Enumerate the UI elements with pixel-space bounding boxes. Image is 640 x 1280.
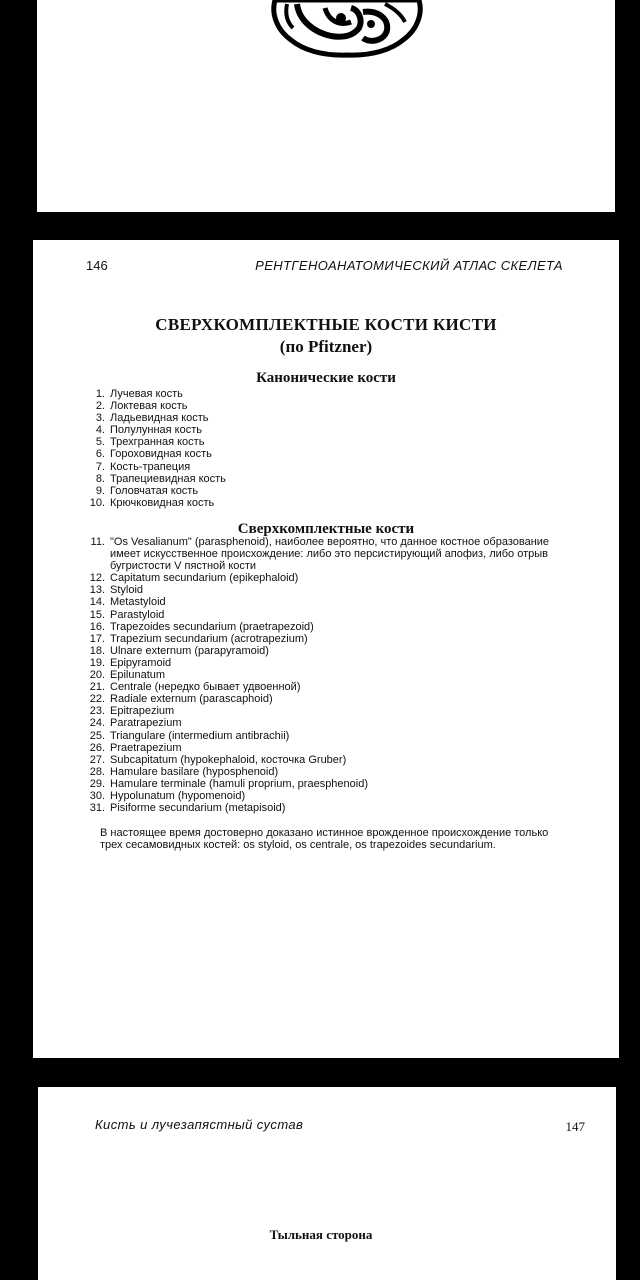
- list-item: [85, 572, 565, 584]
- list-item: [85, 802, 565, 814]
- list-item: [85, 436, 226, 448]
- item-number: 8.: [95, 472, 105, 485]
- list-item: [85, 497, 226, 509]
- item-text: Trapezoides secundarium (praetrapezoid): [110, 620, 314, 633]
- list-item: [85, 461, 226, 473]
- list-item: [85, 778, 565, 790]
- item-number: 22.: [89, 693, 105, 706]
- list-item: [85, 730, 565, 742]
- list-item: [85, 742, 565, 754]
- item-number: 24.: [89, 717, 105, 730]
- page-top: [37, 0, 615, 212]
- list-item: [85, 681, 565, 693]
- list-item: [85, 657, 565, 669]
- canonical-heading: Канонические кости: [256, 370, 396, 386]
- section-title: Тыльная сторона: [269, 1227, 373, 1242]
- item-number: 23.: [89, 705, 105, 718]
- item-number: 30.: [89, 789, 105, 802]
- item-number: 9.: [95, 484, 105, 497]
- extra-list: [85, 536, 565, 814]
- list-item: [85, 596, 565, 608]
- item-number: 18.: [89, 644, 105, 657]
- item-text: Styloid: [110, 584, 144, 597]
- list-item: [85, 693, 565, 705]
- item-text: Крючковидная кость: [110, 496, 215, 509]
- page-title: СВЕРХКОМПЛЕКТНЫЕ КОСТИ КИСТИ: [155, 315, 497, 334]
- item-text: Трехгранная кость: [110, 436, 205, 449]
- item-text: Praetrapezium: [110, 741, 182, 754]
- item-text: Ладьевидная кость: [110, 412, 209, 425]
- item-text: Hypolunatum (hypomenoid): [110, 789, 246, 802]
- list-item: [85, 584, 565, 596]
- item-number: 4.: [95, 424, 105, 437]
- list-item: [85, 705, 565, 717]
- item-text: Ulnare externum (parapyramoid): [110, 644, 269, 657]
- item-text: Трапециевидная кость: [110, 472, 226, 485]
- running-title: Кисть и лучезапястный сустав: [95, 1117, 304, 1132]
- list-item: [85, 424, 226, 436]
- item-text: Triangulare (intermedium antibrachii): [110, 729, 290, 742]
- item-number: 27.: [89, 753, 105, 766]
- page-subtitle: (по Pfitzner): [279, 337, 373, 356]
- item-number: 7.: [95, 460, 105, 473]
- item-text: Гороховидная кость: [110, 448, 212, 461]
- note-paragraph: В настоящее время достоверно доказано истинное врожденное происхождение только трех сесамовидных костей: os styloid, os centrale, os trapezoides secundarium.: [100, 827, 549, 852]
- item-number: 11.: [90, 536, 105, 548]
- item-number: 28.: [89, 765, 105, 778]
- list-item: [85, 766, 565, 778]
- list-item: [85, 485, 226, 497]
- item-number: 20.: [89, 669, 105, 682]
- list-item: [85, 609, 565, 621]
- item-text: Локтевая кость: [110, 400, 188, 413]
- list-item: [85, 717, 565, 729]
- list-item: [85, 473, 226, 485]
- item-number: 16.: [89, 620, 105, 633]
- rose-ornament-icon: [267, 0, 427, 60]
- item-number: 17.: [89, 632, 105, 645]
- item-text: Parastyloid: [110, 608, 165, 621]
- list-item: [85, 388, 226, 400]
- list-item: [85, 633, 565, 645]
- item-text: Hamulare basilare (hyposphenoid): [110, 765, 279, 778]
- item-text: Hamulare terminale (hamuli proprium, praesphenoid): [110, 777, 369, 790]
- item-text: Полулунная кость: [110, 424, 202, 437]
- item-text: Radiale externum (parascaphoid): [110, 693, 273, 706]
- item-number: 25.: [89, 729, 105, 742]
- list-item: [85, 754, 565, 766]
- item-text: Paratrapezium: [110, 717, 182, 730]
- item-text: Trapezium secundarium (acrotrapezium): [110, 632, 308, 645]
- list-item: [85, 669, 565, 681]
- item-number: 21.: [89, 681, 105, 694]
- item-text: Epipyramoid: [110, 656, 172, 669]
- list-item: [85, 790, 565, 802]
- page-number: 146: [86, 258, 108, 273]
- list-item: [85, 448, 226, 460]
- item-number: 5.: [95, 436, 105, 449]
- item-text: Epilunatum: [110, 669, 166, 682]
- item-number: 6.: [95, 448, 105, 461]
- item-number: 1.: [95, 388, 105, 400]
- item-text: Кость-трапеция: [110, 460, 191, 473]
- item-number: 15.: [89, 608, 105, 621]
- item-number: 12.: [89, 572, 105, 585]
- item-text: Metastyloid: [110, 596, 166, 609]
- item-number: 3.: [95, 412, 105, 425]
- item-number: 26.: [89, 741, 105, 754]
- list-item: [85, 412, 226, 424]
- running-title: РЕНТГЕНОАНАТОМИЧЕСКИЙ АТЛАС СКЕЛЕТА: [255, 258, 563, 273]
- item-number: 19.: [89, 656, 105, 669]
- item-number: 10.: [89, 496, 105, 509]
- item-number: 14.: [89, 596, 105, 609]
- item-text: Pisiforme secundarium (metapisoid): [110, 802, 286, 815]
- page-number: 147: [565, 1119, 585, 1134]
- item-text: Capitatum secundarium (epikephaloid): [110, 572, 299, 585]
- extra-heading: Сверхкомплектные кости: [237, 521, 415, 537]
- canonical-list: [85, 388, 226, 509]
- item-text: Головчатая кость: [110, 484, 199, 497]
- item-number: 2.: [95, 400, 105, 413]
- item-number: 29.: [89, 777, 105, 790]
- item-text: Epitrapezium: [110, 705, 175, 718]
- list-item: [85, 400, 226, 412]
- item-text: Subcapitatum (hypokephaloid, косточка Gruber): [110, 753, 347, 766]
- item-number: 13.: [89, 584, 105, 597]
- item-number: 31.: [89, 802, 105, 815]
- list-item: [85, 621, 565, 633]
- list-item: [85, 645, 565, 657]
- item-text: "Os Vesalianum" (parasphenoid), наиболее вероятно, что данное костное образование имеет искусственное происхождение: либо это персистирующий апофиз, либо отрыв бугристости V пястной кости: [110, 536, 550, 573]
- page-147: [38, 1087, 616, 1280]
- page-146: [33, 240, 619, 1058]
- item-text: Centrale (нередко бывает удвоенной): [110, 681, 301, 694]
- item-text: Лучевая кость: [110, 388, 183, 400]
- list-item: [85, 536, 565, 572]
